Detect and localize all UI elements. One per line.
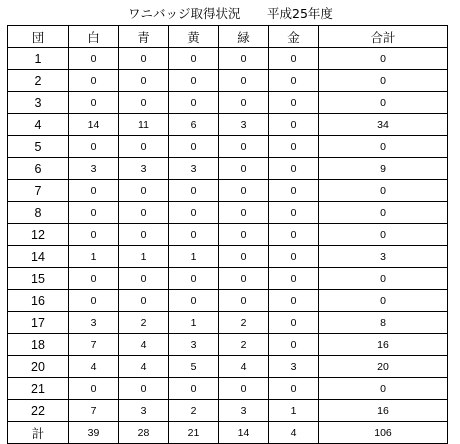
cell-gold: 0	[269, 114, 319, 136]
total-row	[8, 422, 448, 444]
total-white: 39	[69, 422, 119, 444]
cell-total: 0	[319, 378, 448, 400]
cell-yellow: 0	[169, 224, 219, 246]
cell-yellow: 0	[169, 48, 219, 70]
cell-gold: 0	[269, 224, 319, 246]
table-row	[8, 246, 448, 268]
cell-white: 0	[69, 202, 119, 224]
cell-green: 0	[219, 48, 269, 70]
cell-yellow: 1	[169, 312, 219, 334]
cell-green: 3	[219, 114, 269, 136]
column-header-gold: 金	[269, 26, 319, 48]
cell-gold: 0	[269, 312, 319, 334]
cell-team: 14	[8, 246, 69, 268]
cell-gold: 1	[269, 400, 319, 422]
table-row	[8, 356, 448, 378]
table-row	[8, 202, 448, 224]
cell-white: 7	[69, 334, 119, 356]
cell-team: 12	[8, 224, 69, 246]
cell-blue: 11	[119, 114, 169, 136]
badge-table	[7, 25, 448, 444]
total-yellow: 21	[169, 422, 219, 444]
cell-total: 16	[319, 334, 448, 356]
cell-white: 1	[69, 246, 119, 268]
year-label: 平成25年度	[267, 6, 333, 21]
cell-team: 6	[8, 158, 69, 180]
cell-team: 2	[8, 70, 69, 92]
cell-team: 8	[8, 202, 69, 224]
cell-gold: 0	[269, 158, 319, 180]
cell-total: 0	[319, 224, 448, 246]
cell-total: 0	[319, 180, 448, 202]
cell-team: 3	[8, 92, 69, 114]
cell-green: 0	[219, 180, 269, 202]
cell-green: 0	[219, 202, 269, 224]
cell-blue: 0	[119, 136, 169, 158]
table-row	[8, 312, 448, 334]
cell-green: 3	[219, 400, 269, 422]
cell-green: 0	[219, 378, 269, 400]
cell-total: 0	[319, 290, 448, 312]
cell-green: 0	[219, 290, 269, 312]
cell-total: 20	[319, 356, 448, 378]
cell-yellow: 3	[169, 334, 219, 356]
cell-team: 1	[8, 48, 69, 70]
table-row	[8, 136, 448, 158]
column-header-total: 合計	[319, 26, 448, 48]
cell-team: 21	[8, 378, 69, 400]
cell-green: 2	[219, 334, 269, 356]
cell-yellow: 0	[169, 290, 219, 312]
cell-blue: 0	[119, 224, 169, 246]
cell-gold: 0	[269, 378, 319, 400]
column-header-blue: 青	[119, 26, 169, 48]
column-header-white: 白	[69, 26, 119, 48]
cell-total: 0	[319, 70, 448, 92]
cell-yellow: 5	[169, 356, 219, 378]
cell-total: 0	[319, 136, 448, 158]
table-body	[8, 48, 448, 422]
cell-white: 4	[69, 356, 119, 378]
table-row	[8, 180, 448, 202]
cell-yellow: 0	[169, 70, 219, 92]
cell-green: 0	[219, 224, 269, 246]
cell-blue: 0	[119, 180, 169, 202]
cell-team: 15	[8, 268, 69, 290]
column-header-team: 団	[8, 26, 69, 48]
cell-gold: 0	[269, 180, 319, 202]
page-title: ワニバッジ取得状況	[128, 6, 241, 21]
cell-green: 0	[219, 268, 269, 290]
cell-yellow: 0	[169, 92, 219, 114]
cell-white: 3	[69, 312, 119, 334]
title-row	[0, 6, 460, 22]
cell-white: 0	[69, 136, 119, 158]
cell-yellow: 6	[169, 114, 219, 136]
cell-gold: 0	[269, 202, 319, 224]
cell-green: 2	[219, 312, 269, 334]
cell-gold: 0	[269, 334, 319, 356]
cell-white: 0	[69, 290, 119, 312]
cell-gold: 0	[269, 246, 319, 268]
cell-blue: 0	[119, 378, 169, 400]
table-row	[8, 158, 448, 180]
table-row	[8, 224, 448, 246]
cell-gold: 0	[269, 70, 319, 92]
cell-white: 0	[69, 180, 119, 202]
cell-yellow: 2	[169, 400, 219, 422]
cell-total: 0	[319, 92, 448, 114]
cell-blue: 4	[119, 334, 169, 356]
column-header-green: 緑	[219, 26, 269, 48]
cell-team: 18	[8, 334, 69, 356]
cell-gold: 0	[269, 290, 319, 312]
column-header-yellow: 黄	[169, 26, 219, 48]
table-row	[8, 378, 448, 400]
table-row	[8, 290, 448, 312]
cell-yellow: 0	[169, 268, 219, 290]
cell-white: 0	[69, 268, 119, 290]
cell-gold: 0	[269, 48, 319, 70]
cell-team: 5	[8, 136, 69, 158]
cell-team: 22	[8, 400, 69, 422]
cell-team: 7	[8, 180, 69, 202]
cell-blue: 3	[119, 158, 169, 180]
table-row	[8, 334, 448, 356]
table-row	[8, 70, 448, 92]
cell-yellow: 0	[169, 202, 219, 224]
cell-green: 0	[219, 92, 269, 114]
cell-green: 0	[219, 246, 269, 268]
cell-team: 20	[8, 356, 69, 378]
header-row	[8, 26, 448, 48]
cell-white: 7	[69, 400, 119, 422]
table-row	[8, 400, 448, 422]
cell-total: 9	[319, 158, 448, 180]
total-green: 14	[219, 422, 269, 444]
cell-team: 4	[8, 114, 69, 136]
cell-blue: 0	[119, 92, 169, 114]
cell-team: 17	[8, 312, 69, 334]
cell-green: 4	[219, 356, 269, 378]
cell-total: 34	[319, 114, 448, 136]
cell-total: 8	[319, 312, 448, 334]
cell-white: 0	[69, 378, 119, 400]
cell-white: 3	[69, 158, 119, 180]
cell-blue: 2	[119, 312, 169, 334]
cell-total: 0	[319, 268, 448, 290]
cell-blue: 0	[119, 202, 169, 224]
cell-white: 0	[69, 48, 119, 70]
cell-green: 0	[219, 136, 269, 158]
cell-team: 16	[8, 290, 69, 312]
cell-total: 16	[319, 400, 448, 422]
cell-blue: 3	[119, 400, 169, 422]
cell-white: 0	[69, 224, 119, 246]
cell-gold: 0	[269, 92, 319, 114]
cell-gold: 3	[269, 356, 319, 378]
cell-blue: 0	[119, 48, 169, 70]
cell-yellow: 1	[169, 246, 219, 268]
table-row	[8, 48, 448, 70]
total-row-label: 計	[8, 422, 69, 444]
cell-total: 0	[319, 202, 448, 224]
cell-blue: 4	[119, 356, 169, 378]
cell-total: 3	[319, 246, 448, 268]
cell-blue: 0	[119, 268, 169, 290]
total-gold: 4	[269, 422, 319, 444]
total-sum: 106	[319, 422, 448, 444]
cell-white: 0	[69, 92, 119, 114]
cell-green: 0	[219, 70, 269, 92]
cell-white: 14	[69, 114, 119, 136]
cell-gold: 0	[269, 136, 319, 158]
table-row	[8, 92, 448, 114]
cell-white: 0	[69, 70, 119, 92]
cell-blue: 1	[119, 246, 169, 268]
table-row	[8, 268, 448, 290]
table-row	[8, 114, 448, 136]
cell-yellow: 3	[169, 158, 219, 180]
cell-yellow: 0	[169, 378, 219, 400]
cell-yellow: 0	[169, 136, 219, 158]
cell-gold: 0	[269, 268, 319, 290]
cell-blue: 0	[119, 290, 169, 312]
cell-blue: 0	[119, 70, 169, 92]
cell-yellow: 0	[169, 180, 219, 202]
cell-green: 0	[219, 158, 269, 180]
total-blue: 28	[119, 422, 169, 444]
cell-total: 0	[319, 48, 448, 70]
